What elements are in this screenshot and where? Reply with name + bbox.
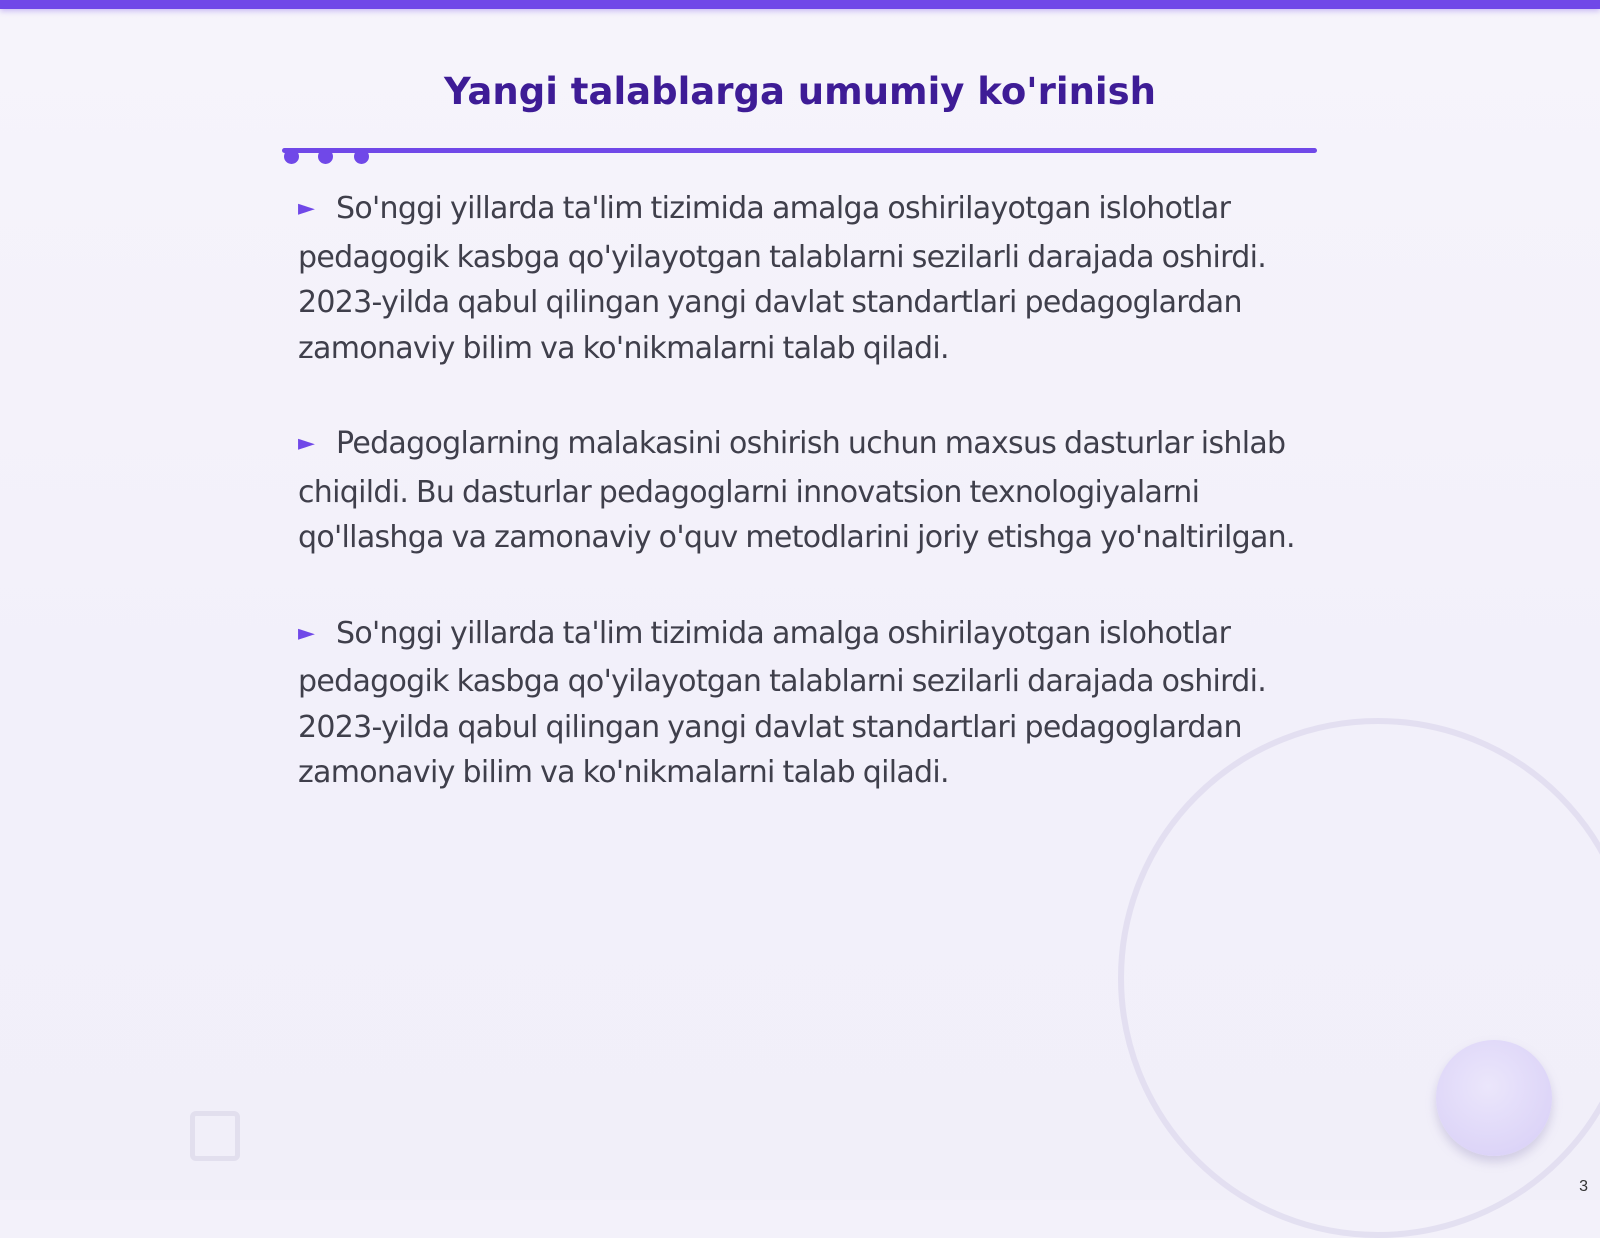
- slide-title: Yangi talablarga umumiy ko'rinish: [444, 70, 1156, 113]
- underline-dot: [354, 149, 369, 164]
- bullet-item: [298, 186, 1308, 371]
- bullet-item: [298, 611, 1308, 796]
- underline-dot: [318, 149, 333, 164]
- bullet-text: Pedagoglarning malakasini oshirish uchun maxsus dasturlar ishlab chiqildi. Bu dasturlar pedagoglarni innovatsion texnologiyalarni qo'llashga va zamonaviy o'quv metodlarini joriy etishga yo'naltirilgan.: [298, 426, 1295, 555]
- decorative-circle: [1436, 1040, 1552, 1156]
- decorative-square: [190, 1111, 240, 1161]
- triangle-bullet-icon: ►: [298, 620, 315, 646]
- bullet-text: So'nggi yillarda ta'lim tizimida amalga oshirilayotgan islohotlar pedagogik kasbga qo'yilayotgan talablarni sezilarli darajada oshirdi. 2023-yilda qabul qilingan yangi davlat standartlari pedagoglardan zamonaviy bilim va ko'nikmalarni talab qiladi.: [298, 615, 1267, 790]
- page-number: 3: [1579, 1178, 1588, 1195]
- bullet-list: [298, 186, 1308, 846]
- title-underline: [282, 148, 1317, 153]
- triangle-bullet-icon: ►: [298, 431, 315, 456]
- bullet-item: [298, 421, 1308, 561]
- bullet-text: So'nggi yillarda ta'lim tizimida amalga oshirilayotgan islohotlar pedagogik kasbga qo'yilayotgan talablarni sezilarli darajada oshirdi. 2023-yilda qabul qilingan yangi davlat standartlari pedagoglardan zamonaviy bilim va ko'nikmalarni talab qiladi.: [298, 191, 1267, 366]
- underline-dot: [284, 149, 299, 164]
- top-accent-bar: [0, 0, 1600, 9]
- triangle-bullet-icon: ►: [298, 196, 315, 221]
